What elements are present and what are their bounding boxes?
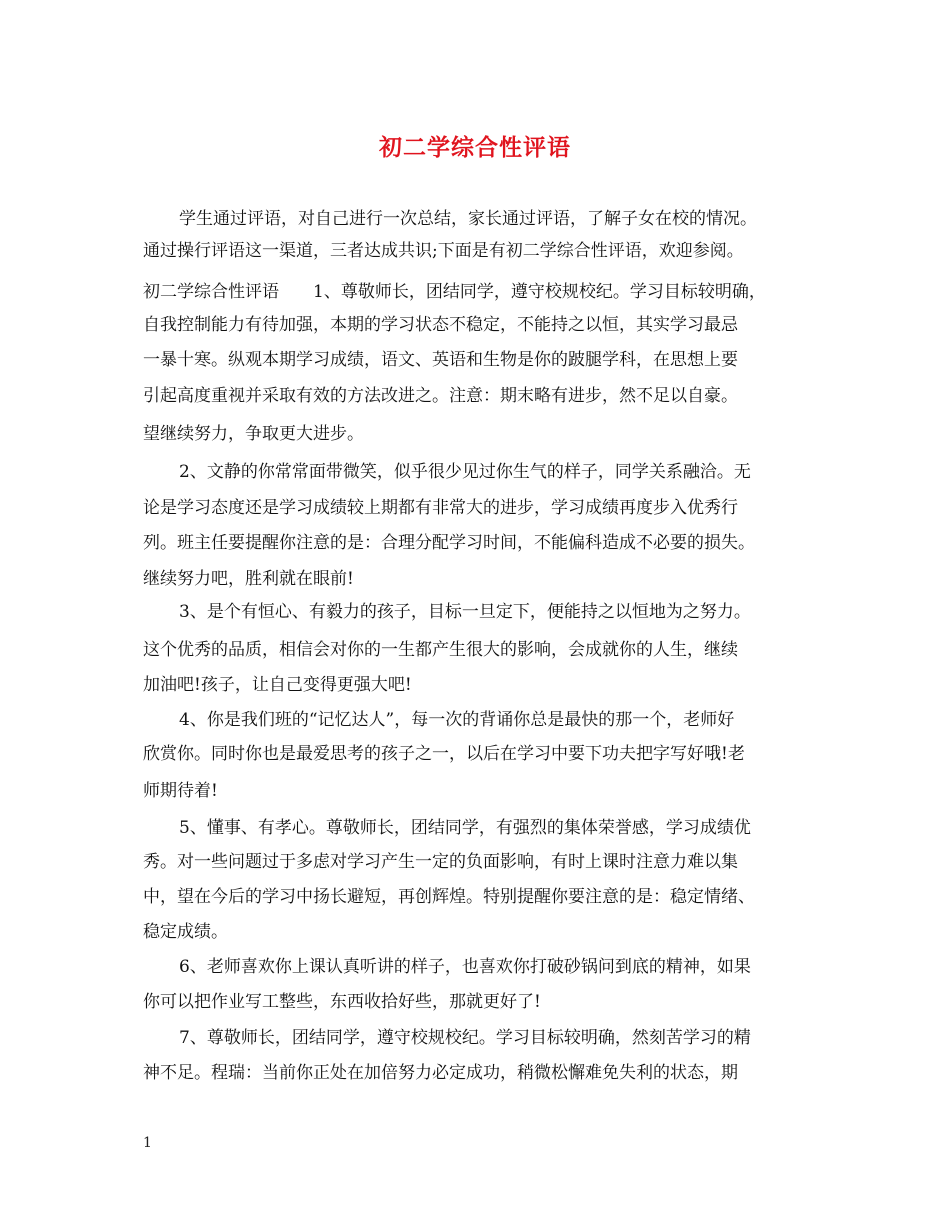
page-number: 1 — [143, 1135, 152, 1151]
document-title: 初二学综合性评语 — [379, 134, 571, 161]
text-line: 初二学综合性评语 1、尊敬师长，团结同学，遵守校规校纪。学习目标较明确， — [143, 282, 766, 302]
text-line: 6、老师喜欢你上课认真听讲的样子，也喜欢你打破砂锅问到底的精神，如果 — [179, 957, 751, 977]
text-line: 你可以把作业写工整些，东西收拾好些，那就更好了! — [143, 992, 541, 1012]
text-line: 通过操行评语这一渠道，三者达成共识;下面是有初二学综合性评语，欢迎参阅。 — [143, 241, 744, 261]
text-line: 一暴十寒。纵观本期学习成绩，语文、英语和生物是你的跛腿学科，在思想上要 — [143, 350, 738, 370]
text-line: 这个优秀的品质，相信会对你的一生都产生很大的影响，会成就你的人生，继续 — [143, 640, 738, 660]
text-line: 5、懂事、有孝心。尊敬师长，团结同学，有强烈的集体荣誉感，学习成绩优 — [179, 818, 751, 838]
text-line: 中，望在今后的学习中扬长避短，再创辉煌。特别提醒你要注意的是：稳定情绪、 — [143, 887, 755, 907]
text-line: 4、你是我们班的“记忆达人”，每一次的背诵你总是最快的那一个，老师好 — [179, 710, 735, 730]
text-line: 师期待着! — [143, 781, 218, 801]
text-line: 3、是个有恒心、有毅力的孩子，目标一旦定下，便能持之以恒地为之努力。 — [179, 602, 751, 622]
text-line: 学生通过评语，对自己进行一次总结，家长通过评语，了解子女在校的情况。 — [179, 209, 757, 229]
text-line: 7、尊敬师长，团结同学，遵守校规校纪。学习目标较明确，然刻苦学习的精 — [179, 1028, 751, 1048]
text-line: 神不足。程瑞：当前你正处在加倍努力必定成功，稍微松懈难免失利的状态，期 — [143, 1063, 738, 1083]
text-line: 望继续努力，争取更大进步。 — [143, 424, 364, 444]
text-line: 2、文静的你常常面带微笑，似乎很少见过你生气的样子，同学关系融洽。无 — [179, 462, 751, 482]
text-line: 加油吧!孩子，让自己变得更强大吧! — [143, 675, 412, 695]
text-line: 引起高度重视并采取有效的方法改进之。注意：期末略有进步，然不足以自豪。 — [143, 386, 738, 406]
text-line: 秀。对一些问题过于多虑对学习产生一定的负面影响，有时上课时注意力难以集 — [143, 852, 738, 872]
text-line: 稳定成绩。 — [143, 922, 228, 942]
text-line: 自我控制能力有待加强，本期的学习状态不稳定，不能持之以恒，其实学习最忌 — [143, 315, 738, 335]
text-line: 继续努力吧，胜利就在眼前! — [143, 569, 354, 589]
text-line: 列。班主任要提醒你注意的是：合理分配学习时间，不能偏科造成不必要的损失。 — [143, 533, 755, 553]
text-line: 欣赏你。同时你也是最爱思考的孩子之一，以后在学习中要下功夫把字写好哦!老 — [143, 744, 745, 764]
text-line: 论是学习态度还是学习成绩较上期都有非常大的进步，学习成绩再度步入优秀行 — [143, 498, 738, 518]
